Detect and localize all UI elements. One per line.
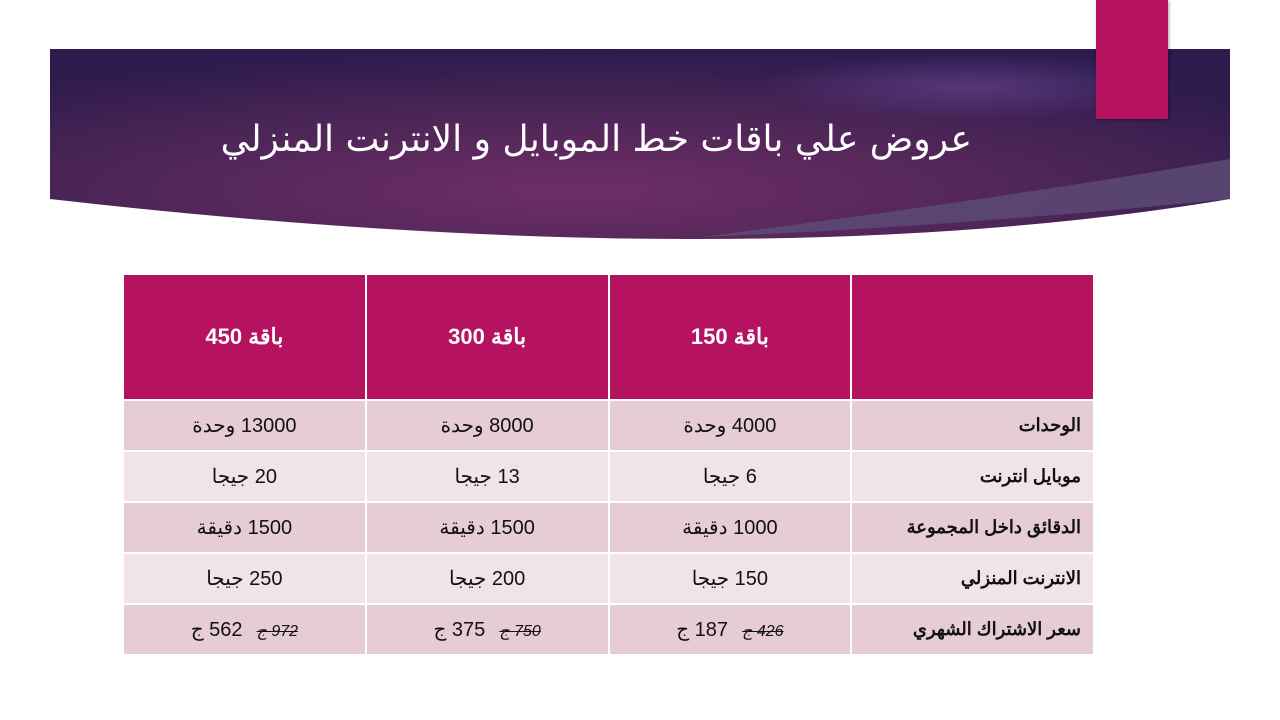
- price-cell: [366, 604, 609, 655]
- table-cell: 4000 وحدة: [609, 400, 852, 451]
- table-row-units: [123, 400, 1094, 451]
- old-price: 750 ج: [499, 623, 541, 640]
- row-label: الدقائق داخل المجموعة: [851, 502, 1094, 553]
- header-plan-450: باقة 450: [123, 274, 366, 400]
- price-cell: [609, 604, 852, 655]
- price-cell: [123, 604, 366, 655]
- table-cell: 250 جيجا: [123, 553, 366, 604]
- accent-tab: [1096, 0, 1168, 119]
- header-plan-150: باقة 150: [609, 274, 852, 400]
- plans-table: [122, 273, 1095, 656]
- table-cell: 1500 دقيقة: [123, 502, 366, 553]
- header-plan-300: باقة 300: [366, 274, 609, 400]
- table-cell: 13 جيجا: [366, 451, 609, 502]
- table-cell: 200 جيجا: [366, 553, 609, 604]
- table-row-monthly-price: [123, 604, 1094, 655]
- slide-title: عروض علي باقات خط الموبايل و الانترنت المنزلي: [220, 119, 972, 160]
- old-price: 426 ج: [742, 623, 784, 640]
- table-cell: 20 جيجا: [123, 451, 366, 502]
- new-price: 375 ج: [433, 619, 486, 641]
- header-corner: [851, 274, 1094, 400]
- table-row-mobile-internet: [123, 451, 1094, 502]
- table-cell: 1000 دقيقة: [609, 502, 852, 553]
- row-label: الوحدات: [851, 400, 1094, 451]
- row-label: الانترنت المنزلي: [851, 553, 1094, 604]
- row-label: سعر الاشتراك الشهري: [851, 604, 1094, 655]
- table-row-home-internet: [123, 553, 1094, 604]
- new-price: 187 ج: [676, 619, 729, 641]
- table-row-minutes: [123, 502, 1094, 553]
- table-cell: 150 جيجا: [609, 553, 852, 604]
- old-price: 972 ج: [256, 623, 299, 640]
- table-cell: 13000 وحدة: [123, 400, 366, 451]
- header-row: [123, 274, 1094, 400]
- table-cell: 6 جيجا: [609, 451, 852, 502]
- row-label: موبايل انترنت: [851, 451, 1094, 502]
- new-price: 562 ج: [190, 619, 243, 641]
- table-cell: 1500 دقيقة: [366, 502, 609, 553]
- table-cell: 8000 وحدة: [366, 400, 609, 451]
